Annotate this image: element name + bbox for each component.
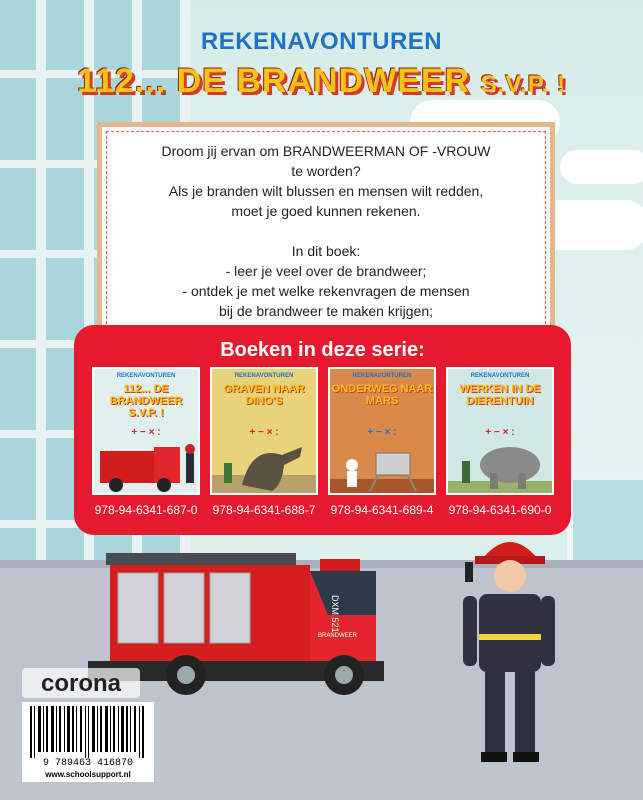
book-series-label: REKENAVONTUREN (470, 373, 530, 379)
isbn-label: 978-94-6341-687-0 (94, 503, 198, 517)
book-title (0, 62, 643, 101)
isbn-label: 978-94-6341-688-7 (212, 503, 316, 517)
blurb-line: - ontdek je met welke rekenvragen de mensen (182, 283, 470, 299)
elephant-illustration (448, 435, 554, 495)
blurb-line: Als je branden wilt blussen en mensen wilt redden, (168, 183, 484, 199)
blurb-line: bij de brandweer te maken krijgen; (218, 303, 433, 319)
book-title-suffix: S.V.P. ! (480, 71, 566, 98)
publisher-logo-text: corona (40, 670, 122, 697)
book-cover-title: GRAVEN NAAR DINO'S (223, 383, 305, 407)
lunar-lander-illustration (330, 435, 436, 495)
book-series-label: REKENAVONTUREN (116, 373, 176, 379)
math-operators-icon: + − × : (131, 427, 161, 438)
series-heading: Boeken in deze serie: (220, 339, 425, 361)
blurb-text (102, 141, 550, 341)
fire-truck-illustration (94, 439, 200, 495)
book-title-main: 112... DE BRANDWEER (77, 62, 471, 100)
blurb-line: In dit boek: (291, 243, 361, 259)
book-series-label: REKENAVONTUREN (352, 373, 412, 379)
barcode (22, 702, 154, 782)
book-cover-dinos (210, 367, 318, 495)
publisher-logo (22, 668, 140, 698)
blurb-panel (97, 122, 555, 338)
book-cover-title: WERKEN IN DE DIERENTUIN (459, 383, 541, 407)
isbn-label: 978-94-6341-690-0 (448, 503, 552, 517)
barcode-bars (28, 706, 148, 758)
book-cover-brandweer (92, 367, 200, 495)
book-series-label: REKENAVONTUREN (234, 373, 294, 379)
blurb-line (102, 221, 550, 241)
blurb-line: moet je goed kunnen rekenen. (231, 203, 421, 219)
publisher-website: www.schoolsupport.nl (45, 770, 131, 779)
blurb-line: te worden? (291, 163, 361, 179)
cloud (560, 150, 643, 184)
series-name: REKENAVONTUREN (200, 28, 443, 55)
isbn-label: 978-94-6341-689-4 (330, 503, 434, 517)
book-cover-title: 112... DE BRANDWEER S.V.P. ! (109, 383, 183, 419)
barcode-number: 9 789463 416870 (42, 758, 133, 769)
blurb-line: - leer je veel over de brandweer; (225, 263, 427, 279)
firefighter-illustration (455, 528, 565, 768)
book-cover-mars (328, 367, 436, 495)
book-cover-title: ONDERWEG NAAR MARS (331, 383, 433, 407)
math-operators-icon: + − × : (249, 427, 279, 438)
book-cover-dierentuin (446, 367, 554, 495)
series-band (74, 325, 571, 535)
truck-door-text: BRANDWEER (318, 633, 358, 639)
math-operators-icon: + − × : (367, 427, 397, 438)
blurb-line: Droom jij ervan om BRANDWEERMAN OF -VROUW (161, 143, 491, 159)
math-operators-icon: + − × : (485, 427, 515, 438)
truck-cab-text: DXM 521 (330, 595, 340, 633)
dinosaur-illustration (212, 435, 318, 495)
